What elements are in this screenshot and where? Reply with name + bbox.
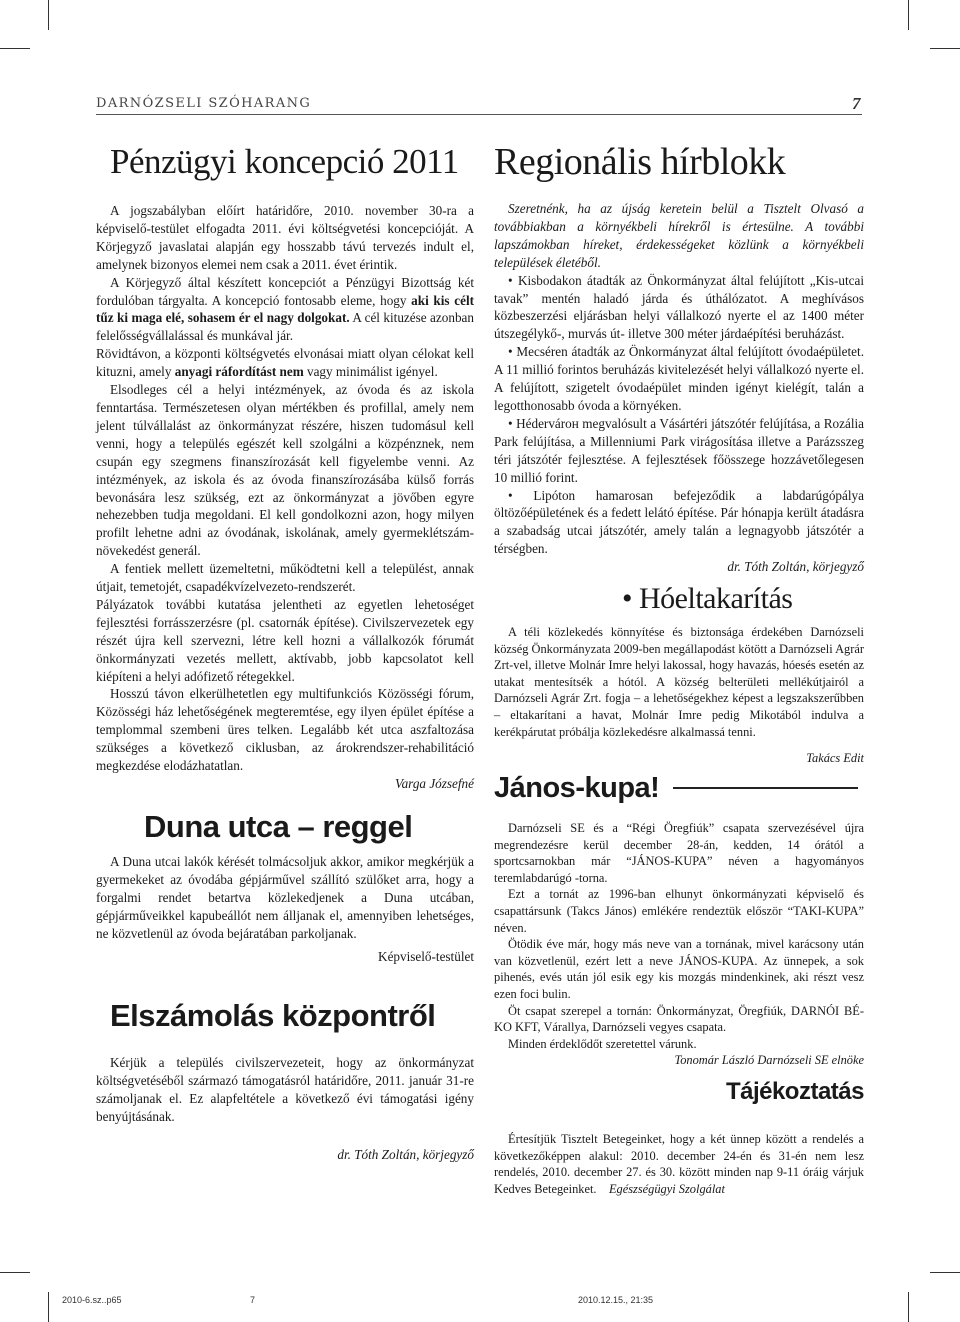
article-title-elszamolas: Elszámolás központről — [110, 998, 436, 1034]
crop-mark — [48, 1292, 49, 1322]
paragraph: Hosszú távon elkerülhetetlen egy multifunkciós Közösségi fórum, Közösségi ház lehetőségének megteremtése, egy ilyen épület építése a templommal szembeni üres telken. Legalább két utca aszfaltozása szükséges a következő ciklusban, az árokrendszer-rehabilitáció megkezdése elodázhatatlan. — [96, 686, 474, 774]
article-title-hoeltakaritas: • Hóeltakarítás — [622, 580, 864, 618]
signature: Egészségügyi Szolgálat — [608, 1181, 725, 1196]
crop-mark — [930, 1272, 960, 1273]
paragraph: Darnózseli SE és a “Régi Öregfiúk” csapata szervezésével újra megrendezésre kerül december 28-án, kedden, 14 órától a sportcsarnokban már “JÁNOS-KUPA” néven a hagyományos teremlabdarúgó -torna. — [494, 821, 864, 885]
left-column — [96, 142, 474, 1164]
footer-datetime: 2010.12.15., 21:35 — [578, 1295, 654, 1305]
signature: dr. Tóth Zoltán, körjegyző — [337, 1146, 474, 1162]
paragraph: Értesítjük Tisztelt Betegeinket, hogy a két ünnep között a rendelés a következőképpen alakul: 2010. december 24-én és 31-én nem lesz rendelés, 2010. december 27. és 30. között minden nap 9-11 óráig várjuk Kedves Betegeinket. Egészségügyi Szolgálat — [494, 1132, 864, 1196]
crop-mark — [0, 48, 30, 49]
paragraph: Ötödik éve már, hogy más neve van a tornának, mivel karácsony után van közvetlenül, ezért lett a neve JÁNOS-KUPA. Az ünnepek, a sok pihenés, evés után jól esik egy kis mozgás mindenkinek, aki részt vesz ezen foci bulin. — [494, 937, 864, 1002]
paragraph: A Duna utcai lakók kérését tolmácsoljuk akkor, amikor megkérjük a gyermekeket az óvodába gépjárművel szállító szülőket arra, hogy a forgalmi rendet betartva közlekedjenek a Duna utcában, gépjárműveikkel kapubeállót nem álljanak el, amennyiben lehetséges, ne közvetlenül az óvoda bejáratában parkoljanak. — [96, 853, 474, 941]
janos-title-row — [494, 768, 864, 808]
signature: Tonomár László Darnózseli SE elnöke — [674, 1053, 864, 1068]
crop-mark — [908, 1292, 909, 1322]
signature: dr. Tóth Zoltán, körjegyző — [727, 559, 864, 575]
paragraph: Minden érdeklődőt szeretettel várunk. — [508, 1036, 697, 1051]
news-item: • Mecséren átadták az Önkormányzat által felújított óvodaépületet. A 11 millió forintos beruházás kivitelezését helyi vállalkozó nyerte el. A felújított, szigetelt óvodaépület minden igényt kielégít, talán a legotthonosabb óvoda a környéken. — [494, 343, 864, 415]
paragraph: A fentiek mellett üzemeltetni, működtetni kell a települést, annak útjait, temetojét, csapadékvízelvezeto-rendszerét. — [96, 561, 474, 595]
article-title-regionalis: Regionális hírblokk — [494, 141, 786, 183]
article-title-penzugyi: Pénzügyi koncepció 2011 — [110, 142, 459, 181]
paragraph: Pályázatok további kutatása jelentheti az egyetlen lehetoséget fejlesztési forrásszerzésre (pl. csatornák építése). Civilszervezetek egy részét újra kell szervezni, létre kell hozni a vállalkozók fórumát önkormányzati vezetés mellett, aktívabb, jobb kapcsolatot kell kiépíteni a helyi adófizető rétegekkel. — [96, 596, 474, 684]
article-title-janos: János-kupa! — [494, 772, 660, 805]
signature: Képviselő-testület — [378, 949, 474, 965]
crop-mark — [908, 0, 909, 30]
crop-mark — [0, 1272, 30, 1273]
article-title-tajekoztatas: Tájékoztatás — [725, 1078, 864, 1105]
signature: Takács Edit — [806, 751, 864, 766]
header-rule — [96, 114, 862, 115]
signature: Varga Józsefné — [395, 776, 474, 791]
publication-title: DARNÓZSELI SZÓHARANG — [96, 96, 312, 111]
news-item: • Kisbodakon átadták az Önkormányzat által felújított „Kis-utcai tavak” mentén haladó járda és úthálózatot. A meghívásos közbeszerzési eljárásban helyi vállalkozó nyerte el az 1400 méter útszegélykő-, murvás út- illetve 300 méter járdaépítési beruházást. — [494, 272, 864, 344]
right-column — [494, 140, 864, 1197]
bold-emphasis: aki kis célt tűz ki maga elé, sohasem ér el nagy dolgokat. — [96, 292, 474, 326]
crop-mark — [930, 48, 960, 49]
footer-file: 2010-6.sz..p65 — [62, 1295, 122, 1305]
news-item: • Hédervárон megvalósult a Vásártéri játszótér felújítása, a Rozália Park felújítása, a Millenniumi Park virágosítása illetve a Parázsszeg téri játszótér fejlesztése. A fejlesztések főösszege hozzávetőlegesen 10 millió forint. — [494, 415, 864, 487]
paragraph: A téli közlekedés könnyítése és biztonsága érdekében Darnózseli község Önkormányzata 2009-ben megállapodást kötött a Darnózseli Agrár Zrt-vel, illetve Molnár Imre helyi lakossal, hogy havazás, hóesés esetén az utakat mentesítsék a hótól. A község belterületi mellékútjairól a Darnózseli Agrár Zrt. fogja – a lehetőségekhez képest a legszakszerűbben – eltakarítani a havat, Molnár Imre pedig Mikotából indulva a kerékpárutat próbálja közlekedésre alkalmassá tenni. — [494, 625, 864, 739]
article-title-duna: Duna utca – reggel — [144, 808, 413, 844]
crop-mark — [48, 0, 49, 30]
janos-body — [494, 820, 864, 1069]
paragraph: Elsodleges cél a helyi intézmények, az óvoda és az iskola fenntartása. Természetesen olyan mértékben és profillal, amely nem jelent túlvállalást az önkormányzat részére, hiszen tudomásul kell venni, hogy a település egészét kell szolgálni a közpénznek, nem csupán egy szegmens finanszírozását kell figyelembe venni. Az intézmények, az iskola és az óvoda finanszírozásába külső forrás bevonására lesz szükség, ezt az önkormányzat a jövőben egyre nehezebben tudja megoldani. El kell gondolkozni azon, hogy milyen profilt lehetne adni az óvodának, iskolának, amely gyermeklétszám-növekedést generál. — [96, 382, 474, 559]
paragraph: Ezt a tornát az 1996-ban elhunyt önkormányzati képviselő és csapattársunk (Takcs János) emlékére rendeztük először “TAKI-KUPA” néven. — [494, 887, 864, 935]
paragraph: Kérjük a település civilszervezeteit, hogy az önkormányzat költségvetéséből származó támogatásról határidőre, 2011. január 31-re számoljanak el. Ez alapfeltétele a következő évi támogatási igény benyújtásának. — [96, 1055, 474, 1125]
paragraph: Öt csapat szerepel a tornán: Önkormányzat, Öregfiúk, DARNÓI BÉ-KO KFT, Várallya, Darnózseli vegyes csapata. — [494, 1003, 864, 1035]
paragraph: Rövidtávon, a központi költségvetés elvonásai miatt olyan célokat kell kituzni, amely anyagi ráfordítást nem vagy minimálist igényel. — [96, 346, 474, 380]
paragraph: A jogszabályban előírt határidőre, 2010. november 30-ra a képviselő-testület elfogadta 2011. évi költségvetési koncepcióját. A Körjegyző javaslatai alapján egy hosszabb távú tervezés indult el, amelynek bizonyos elemei nem csak a 2011. évet érintik. — [96, 203, 474, 272]
intro-paragraph: Szeretnénk, ha az újság keretein belül a Tisztelt Olvasó a továbbiakban a környékbeli hírekről is értesülne. A további lapszámokban híreket, érdekességeket közlünk a környékbeli települések életéből. — [494, 201, 864, 270]
bold-emphasis: anyagi ráfordítást nem — [174, 364, 304, 380]
paragraph: A Körjegyző által készített koncepciót a Pénzügyi Bizottság két fordulóban tárgyalta. A koncepció fontosabb eleme, hogy aki kis célt tűz ki maga elé, sohasem ér el nagy dolgokat. A cél kituzése azonban felelősségvállalással és munkával jár. — [96, 274, 474, 344]
news-item: • Lipóton hamarosan befejeződik a labdarúgópálya öltözőépületének és a fedett lelátó építése. Pár hónapja került átadásra a szabadság utcai játszótér, amely talán a legnagyobb játszótér a térségben. — [494, 487, 864, 559]
page-number: 7 — [852, 94, 861, 113]
footer-page: 7 — [250, 1295, 256, 1305]
title-rule — [673, 787, 858, 789]
